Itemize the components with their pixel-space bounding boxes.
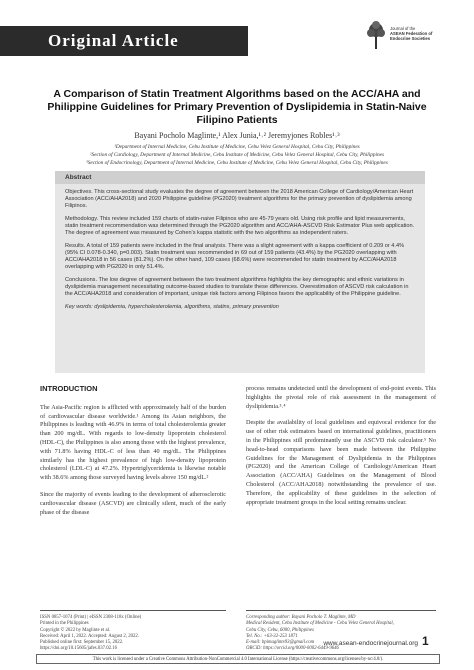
logo-line-3: Endocrine Societies <box>390 36 431 41</box>
article-title: A Comparison of Statin Treatment Algorithms based on the ACC/AHA and Philippine Guidelines for Primary Prevention of Dyslipidemia in Statin-Naive Filipino Patients <box>47 88 427 126</box>
published-line: Published online first: September 15, 2022. <box>40 640 124 646</box>
corresponding-position: Medical Resident, Cebu Institute of Medicine - Cebu Velez General Hospital, <box>246 621 394 627</box>
affiliation-3: ³Section of Endocrinology, Department of Internal Medicine, Cebu Institute of Medicine, Cebu Velez General Hospital, Cebu City, Philippines <box>86 160 388 166</box>
journal-logo-text <box>390 26 464 41</box>
body-paragraph: Despite the availability of local guidelines and equivocal evidence for the use of other risk estimators based on international guidelines, practitioners in the Philippines still predominantly use the ASCVD risk calculator.⁵ No head-to-head comparisons have been made between the Philippine Guidelines for the Management of Dyslipidemia in the Philippines (PG2020) and the American College of Cardiology/American Heart Association (ACC/AHA) Guidelines on the Management of Blood Cholesterol (ACC/AHA2018) notwithstanding the prevalence of use. Therefore, the applicability of these guidelines in the selection of appropriate treatment groups in the local setting remains unclear. <box>246 419 436 506</box>
corresponding-email[interactable]: E-mail: bpimaglinte93@gmail.com <box>246 640 315 646</box>
body-paragraph: Since the majority of events leading to the development of atherosclerotic cardiovascular disease (ASCVD) are clinically silent, much of the early phase of the disease <box>40 490 226 516</box>
printed-line: Printed in the Philippines <box>40 621 89 627</box>
corresponding-name: Corresponding author: Bayani Pocholo T. Maglinte, MD <box>246 615 356 620</box>
abstract-keywords: Key words: dyslipidemia, hypercholesterolemia, algorithms, statins, primary prevention <box>65 304 279 310</box>
corresponding-address: Cebu City, Cebu, 6000, Philippines <box>246 627 314 633</box>
section-heading-introduction: INTRODUCTION <box>40 384 98 393</box>
issn-line: ISSN 0857-1074 (Print) | eISSN 2308-118x (Online) <box>40 615 142 620</box>
body-paragraph: The Asia-Pacific region is afflicted with approximately half of the burden of cardiovascular disease worldwide.¹ Among its Asian neighbors, the Philippines is leading with 46.9% in terms of total cholesterolemia greater than 200 mg/dL. With regards to low-density lipoprotein cholesterol (HDL-C), the Philippines is also among those with the highest prevalence, with 71.8% having HDL-C of less than 40 mg/dL. The Philippines similarly has the highest prevalence of high low-density lipoprotein cholesterol (LDL-C) at 47.2%. Hypertriglyceridemia is likewise notable with 38.6% among those surveyed having levels above 150 mg/dL.² <box>40 403 226 482</box>
abstract-objectives: Objectives. This cross-sectional study evaluates the degree of agreement between the 2018 American College of Cardiology/American Heart Association (ACC/AHA2018) and 2020 Philippine guideline (PG2020) treatment algorithms for the primary prevention of dyslipidemia among Filipinos. <box>65 189 414 209</box>
corresponding-phone: Tel. No.: +63-32-253 1871 <box>246 633 298 639</box>
dates-line: Received: April 1, 2022. Accepted: August 2, 2022. <box>40 633 139 639</box>
abstract-conclusions: Conclusions. The low degree of agreement between the two treatment algorithms highlights the key demographic and ethnic variations in dyslipidemia management necessitating outcome-based studies to translate these differences. Overestimation of ASCVD risk calculation in the ACC/AHA2018 and consideration of important, unique risk factors among Filipinos favors the applicability of the Philippine guideline. <box>65 277 409 297</box>
affiliation-2: ²Section of Cardiology, Department of Internal Medicine, Cebu Institute of Medicine, Cebu Velez General Hospital, Cebu City, Philippines <box>89 152 385 158</box>
affiliations <box>40 143 434 167</box>
logo-line-1: Journal of the <box>390 26 416 31</box>
logo-line-2: ASEAN Federation of <box>390 31 433 36</box>
publication-info <box>40 615 226 653</box>
footer-divider-left <box>40 610 226 611</box>
article-type-label: Original Article <box>48 31 179 50</box>
abstract-results: Results. A total of 159 patients were included in the final analysis. There was a slight agreement with a kappa coefficient of 0.209 or 4.4% (95% CI 0.078-0.340, p=0.003). Statin treatment was recommended in 69 out of 159 patients (43.4%) by the PG2020 overlapping with ACC/AHA2018 in 56 cases (81.2%). On the other hand, 109 cases (68.6%) were recommended for statin treatment by ACC/AHA2018 overlapping with PG2020 in only 51.4%. <box>65 243 405 270</box>
copyright-line: Copyright © 2022 by Maglinte et al. <box>40 627 111 633</box>
journal-website[interactable]: www.asean-endocrinejournal.org <box>323 640 418 647</box>
affiliation-1: ¹Department of Internal Medicine, Cebu Institute of Medicine, Cebu Velez General Hospital, Cebu City, Philippines <box>114 144 360 150</box>
body-paragraph: process remains undetected until the development of end-point events. This highlights the pivotal role of risk assessment in the management of dyslipidemia.³˒⁴ <box>246 385 436 410</box>
body-column-right <box>246 385 436 515</box>
article-type-banner <box>0 26 248 56</box>
license-notice: This work is licensed under a Creative Commons Attribution-NonCommercial 4.0 International License (https://creativecommons.org/licenses/by-nc/4.0/). <box>36 654 440 664</box>
author-list: Bayani Pocholo Maglinte,¹ Alex Junia,¹˒² Jeremyjones Robles¹˒³ <box>134 131 340 140</box>
corresponding-orcid[interactable]: ORCiD: https://orcid.org/0000-0002-6449-9646 <box>246 646 339 652</box>
abstract-body <box>65 189 417 317</box>
abstract-methodology: Methodology. This review included 159 charts of statin-naive Filipinos who are 45-79 years old. Using risk profile and lipid measurements, statin treatment recommendation was determined through the PG2020 algorithm and ACC/AHA-ASCVD Risk Estimator Plus web application. The degree of agreement was measured by Cohen’s kappa statistic with the two algorithms as independent raters. <box>65 216 415 236</box>
footer-divider-right <box>246 610 436 611</box>
journal-logo <box>364 18 464 54</box>
doi-link[interactable]: https://doi.org/10.15605/jafes.037.02.16 <box>40 646 118 652</box>
abstract-heading: Abstract <box>55 171 425 184</box>
abstract-box <box>55 171 425 373</box>
tree-logo-icon <box>364 20 388 50</box>
body-column-left <box>40 385 226 525</box>
corresponding-author <box>246 615 436 653</box>
page-number: 1 <box>422 634 429 648</box>
